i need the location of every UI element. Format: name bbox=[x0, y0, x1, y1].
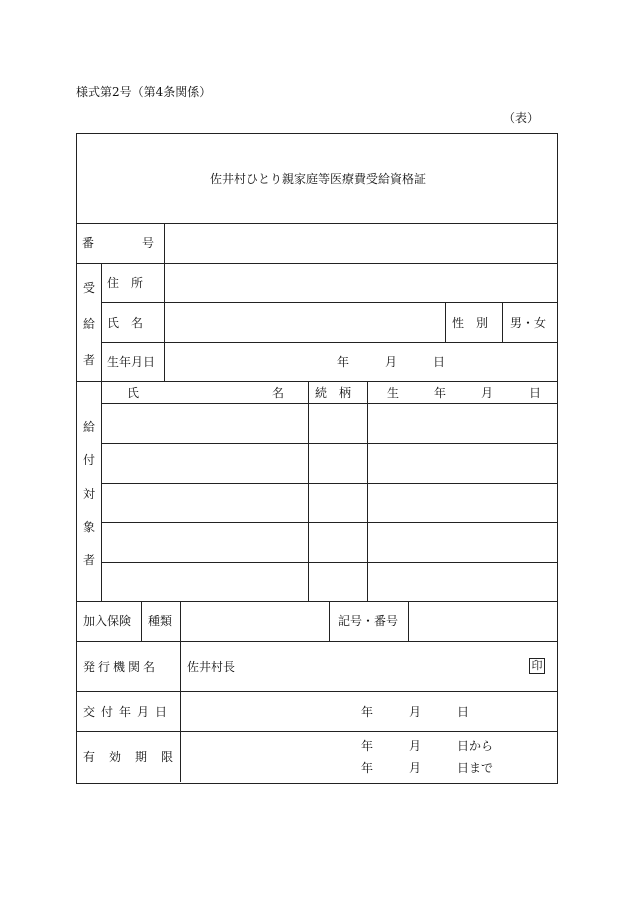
vline-sex-right bbox=[502, 302, 503, 342]
bene-col-birth-char: 日 bbox=[529, 386, 542, 400]
insurance-kind-label: 種類 bbox=[148, 614, 173, 628]
vline-bene-name bbox=[308, 381, 309, 601]
recipient-group-char: 者 bbox=[82, 353, 95, 367]
divider-bene-header bbox=[101, 403, 557, 404]
recipient-group-char: 受 bbox=[82, 281, 95, 295]
validity-label: 有効期限 bbox=[83, 750, 188, 764]
issue-date-year: 年 bbox=[361, 705, 374, 719]
validity-from-month: 月 bbox=[409, 739, 422, 753]
vline-insurance-mid bbox=[329, 601, 330, 641]
seal-mark: 印 bbox=[529, 658, 545, 674]
bene-col-birth-char: 生 bbox=[387, 386, 400, 400]
divider-recipient bbox=[76, 381, 557, 382]
divider-bene-row4 bbox=[101, 562, 557, 563]
name-label: 氏 名 bbox=[107, 316, 144, 330]
bene-col-birth-char: 月 bbox=[481, 386, 494, 400]
divider-title bbox=[76, 223, 557, 224]
divider-bene-row3 bbox=[101, 522, 557, 523]
issue-date-label: 交付年月日 bbox=[83, 705, 174, 719]
validity-from-year: 年 bbox=[361, 739, 374, 753]
vline-insurance-label bbox=[141, 601, 142, 641]
bene-group-char: 付 bbox=[82, 453, 95, 467]
vline-bene-group bbox=[101, 381, 102, 601]
divider-issuer bbox=[76, 691, 557, 692]
validity-from-day: 日から bbox=[457, 739, 494, 753]
insurance-label: 加入保険 bbox=[83, 614, 132, 628]
insurance-symbol-label: 記号・番号 bbox=[338, 614, 399, 628]
vline-recipient-group bbox=[101, 263, 102, 381]
vline-number bbox=[164, 223, 165, 263]
side-label: （表） bbox=[503, 111, 540, 125]
birthdate-year: 年 bbox=[337, 355, 350, 369]
vline-recipient-label bbox=[164, 263, 165, 381]
bene-group-char: 給 bbox=[82, 420, 95, 434]
bene-col-name-left: 氏 bbox=[127, 386, 140, 400]
vline-insurance-kind bbox=[180, 601, 181, 641]
issue-date-day: 日 bbox=[457, 705, 470, 719]
vline-sex-left bbox=[445, 302, 446, 342]
issue-date-month: 月 bbox=[409, 705, 422, 719]
divider-bene-row2 bbox=[101, 483, 557, 484]
divider-insurance bbox=[76, 641, 557, 642]
vline-bene-relation bbox=[367, 381, 368, 601]
form-number: 様式第2号（第4条関係） bbox=[76, 85, 212, 99]
issuer-value: 佐井村長 bbox=[187, 660, 236, 674]
validity-to-year: 年 bbox=[361, 761, 374, 775]
divider-beneficiaries bbox=[76, 601, 557, 602]
divider-bene-row1 bbox=[101, 443, 557, 444]
birthdate-label: 生年月日 bbox=[107, 355, 156, 369]
sex-value: 男・女 bbox=[510, 316, 547, 330]
bene-group-char: 象 bbox=[82, 520, 95, 534]
bene-col-name-right: 名 bbox=[272, 386, 285, 400]
vline-insurance-symbol bbox=[408, 601, 409, 641]
sex-label: 性 別 bbox=[452, 316, 489, 330]
certificate-frame bbox=[76, 133, 558, 784]
bene-col-birth-char: 年 bbox=[434, 386, 447, 400]
address-label: 住 所 bbox=[107, 276, 144, 290]
number-label: 番 号 bbox=[82, 236, 155, 250]
bene-col-relation: 続 柄 bbox=[315, 386, 352, 400]
divider-name bbox=[101, 342, 557, 343]
bene-group-char: 者 bbox=[82, 553, 95, 567]
validity-to-day: 日まで bbox=[457, 761, 494, 775]
issuer-label: 発行機関名 bbox=[83, 660, 159, 674]
birthdate-month: 月 bbox=[385, 355, 398, 369]
divider-address bbox=[101, 302, 557, 303]
birthdate-day: 日 bbox=[433, 355, 446, 369]
recipient-group-char: 給 bbox=[82, 317, 95, 331]
divider-number bbox=[76, 263, 557, 264]
bene-group-char: 対 bbox=[82, 487, 95, 501]
validity-to-month: 月 bbox=[409, 761, 422, 775]
certificate-title: 佐井村ひとり親家庭等医療費受給資格証 bbox=[210, 172, 427, 186]
divider-issue-date bbox=[76, 731, 557, 732]
